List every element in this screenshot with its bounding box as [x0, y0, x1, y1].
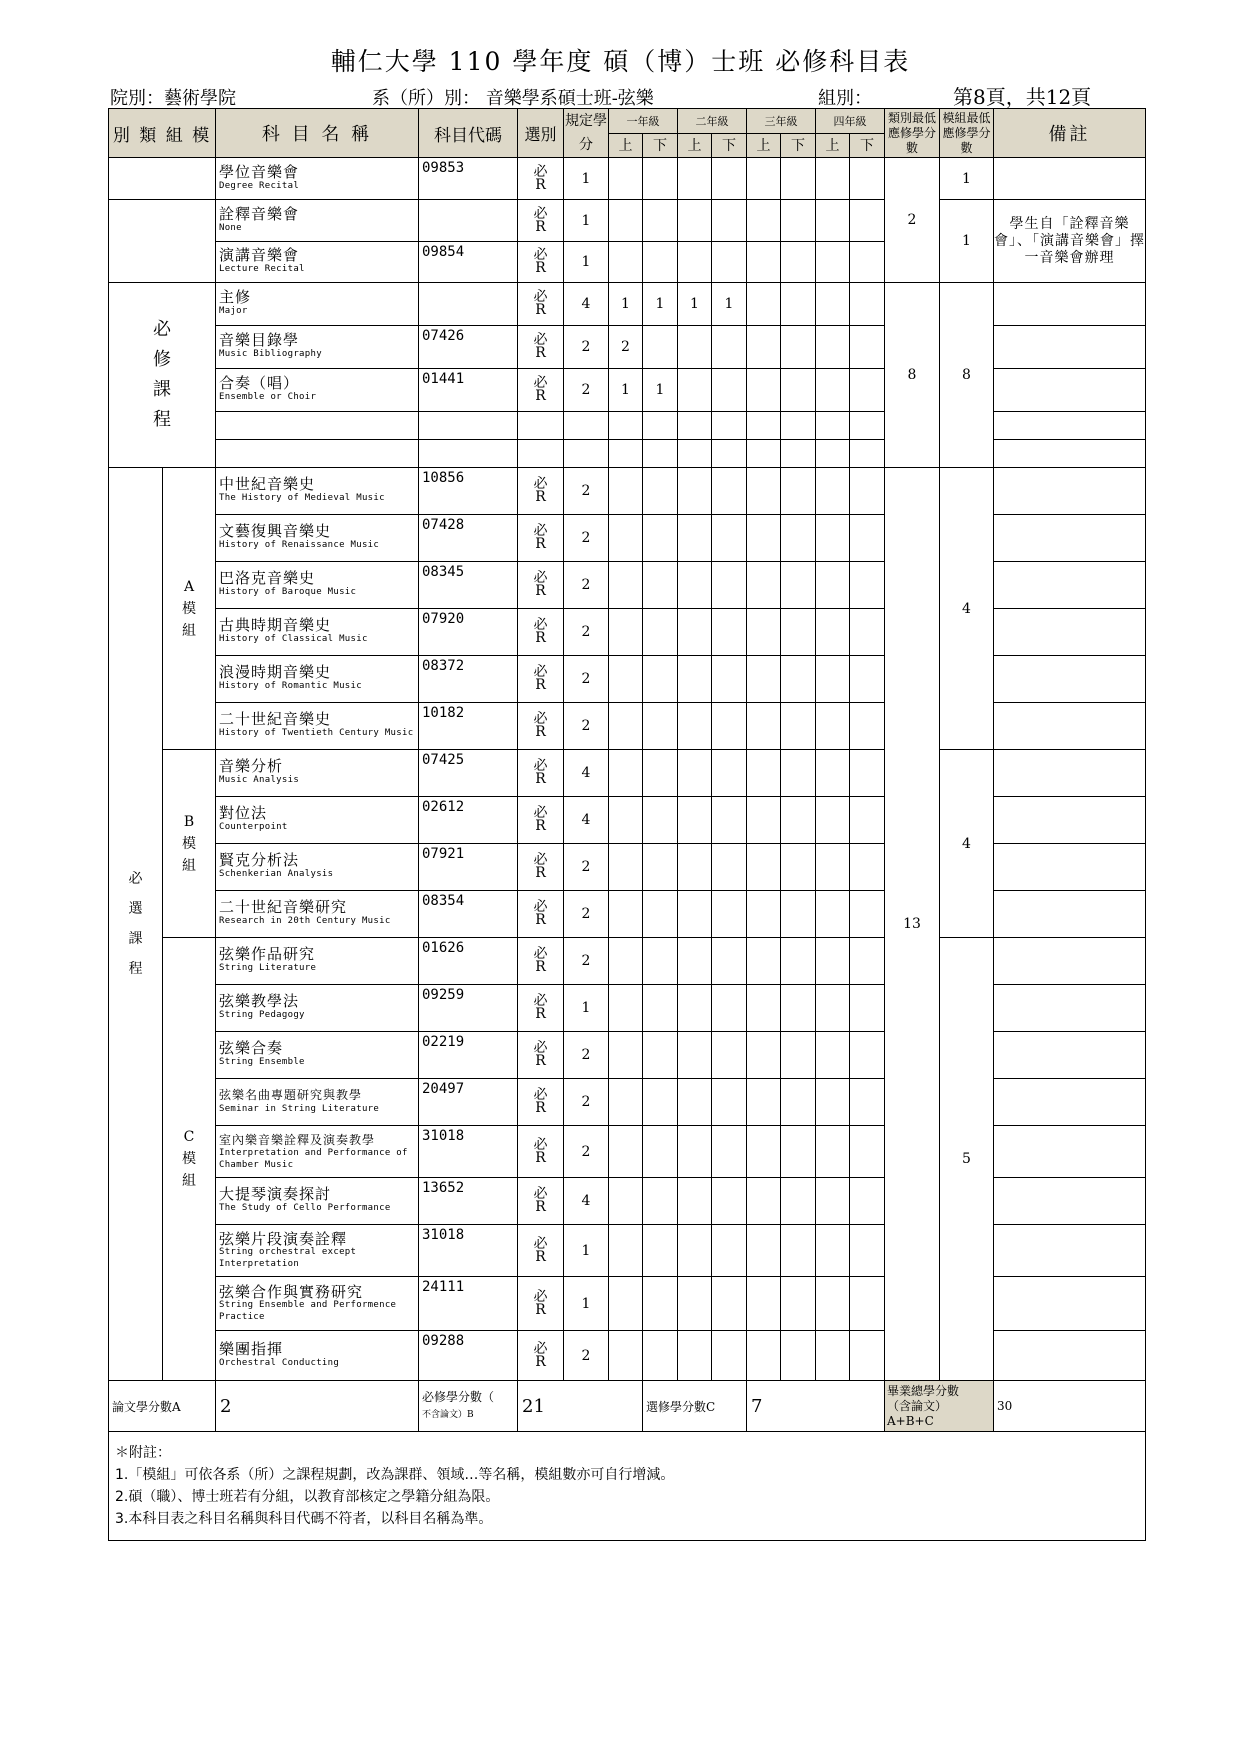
table-row: 必修課程 主修 Major 必 R 4 1 1 1 1 8 8 [109, 283, 1146, 326]
note-1: 1.「模組」可依各系（所）之課程規劃，改為課群、領域…等名稱，模組數亦可自行增減。 [115, 1467, 675, 1483]
course-code: 09288 [419, 1331, 518, 1381]
note-2: 2.碩（職）、博士班若有分組，以教育部核定之學籍分組為限。 [115, 1489, 500, 1505]
course-name: 學位音樂會 Degree Recital [216, 158, 419, 200]
notes [109, 1432, 1146, 1541]
course-name: 弦樂合作與實務研究 String Ensemble and Performence Practice [216, 1277, 419, 1331]
course-type: 必 R [518, 1126, 564, 1178]
course-name: 詮釋音樂會 None [216, 200, 419, 242]
course-credits: 2 [564, 515, 609, 562]
department-label: 系（所）別： 音樂學系碩士班-弦樂 [372, 88, 654, 109]
category-min-value: 8 [885, 283, 940, 468]
course-name: 文藝復興音樂史 History of Renaissance Music [216, 515, 419, 562]
course-name: 室內樂音樂詮釋及演奏教學 Interpretation and Performance of Chamber Music [216, 1126, 419, 1178]
course-type: 必 R [518, 1178, 564, 1225]
course-credits: 2 [564, 891, 609, 938]
course-credits: 2 [564, 562, 609, 609]
course-type: 必 R [518, 656, 564, 703]
course-credits: 2 [564, 656, 609, 703]
table-row [109, 200, 1146, 242]
course-code: 01441 [419, 369, 518, 412]
header-year3: 三年級 [747, 109, 816, 134]
course-credits: 2 [564, 1331, 609, 1381]
course-type: 必 R [518, 242, 564, 283]
header-y4-upper: 上 [816, 133, 850, 158]
course-code: 07921 [419, 844, 518, 891]
course-code: 07426 [419, 326, 518, 369]
course-credits: 2 [564, 938, 609, 985]
course-credits: 4 [564, 750, 609, 797]
header-module-min: 模組最低應修學分數 [940, 109, 994, 158]
course-code: 10856 [419, 468, 518, 515]
module-min-value: 1 [940, 200, 994, 283]
course-type: 必 R [518, 938, 564, 985]
course-code: 13652 [419, 1178, 518, 1225]
course-code: 09259 [419, 985, 518, 1032]
module-min-value: 1 [940, 158, 994, 200]
course-credits: 1 [564, 158, 609, 200]
course-type: 必 R [518, 562, 564, 609]
header-credits: 規定學分 [564, 109, 609, 158]
page-title: 輔仁大學 110 學年度 碩（博）士班 必修科目表 [330, 47, 911, 76]
course-code: 02612 [419, 797, 518, 844]
course-name: 巴洛克音樂史 History of Baroque Music [216, 562, 419, 609]
header-selection: 選別 [518, 109, 564, 158]
category-required: 必修課程 [109, 283, 216, 468]
table-header [109, 109, 1146, 134]
header-code: 科目代碼 [419, 109, 518, 158]
course-type: 必 R [518, 844, 564, 891]
course-code: 08345 [419, 562, 518, 609]
elective-credits-label: 選修學分數C [643, 1381, 747, 1432]
category-elective: 必選課程 [109, 468, 163, 1381]
course-type: 必 R [518, 1277, 564, 1331]
table-row [109, 938, 1146, 985]
course-code: 07428 [419, 515, 518, 562]
course-code: 31018 [419, 1225, 518, 1277]
course-name: 樂團指揮 Orchestral Conducting [216, 1331, 419, 1381]
course-type: 必 R [518, 468, 564, 515]
course-name: 演講音樂會 Lecture Recital [216, 242, 419, 283]
graduation-credits-label: 畢業總學分數 （含論文） A+B+C [885, 1381, 994, 1432]
course-name: 中世紀音樂史 The History of Medieval Music [216, 468, 419, 515]
thesis-credits-label: 論文學分數A [109, 1381, 216, 1432]
course-type: 必 R [518, 1079, 564, 1126]
course-credits: 2 [564, 609, 609, 656]
course-type: 必 R [518, 283, 564, 326]
course-credits: 2 [564, 326, 609, 369]
course-code [419, 200, 518, 242]
course-type: 必 R [518, 703, 564, 750]
required-credits-value: 21 [518, 1381, 643, 1432]
course-code: 08372 [419, 656, 518, 703]
graduation-credits-value: 30 [994, 1381, 1146, 1432]
course-code: 20497 [419, 1079, 518, 1126]
course-code: 08354 [419, 891, 518, 938]
course-code: 09853 [419, 158, 518, 200]
course-name: 主修 Major [216, 283, 419, 326]
table-row [109, 158, 1146, 200]
course-name: 賢克分析法 Schenkerian Analysis [216, 844, 419, 891]
course-type: 必 R [518, 750, 564, 797]
course-type: 必 R [518, 1225, 564, 1277]
table-row [109, 468, 1146, 515]
course-credits: 2 [564, 1079, 609, 1126]
course-code: 09854 [419, 242, 518, 283]
note-3: 3.本科目表之科目名稱與科目代碼不符者，以科目名稱為準。 [115, 1511, 493, 1527]
course-code: 02219 [419, 1032, 518, 1079]
course-credits: 2 [564, 844, 609, 891]
header-category-min: 類別最低應修學分數 [885, 109, 940, 158]
course-code [419, 283, 518, 326]
course-name: 合奏（唱） Ensemble or Choir [216, 369, 419, 412]
header-year4: 四年級 [816, 109, 885, 134]
course-credits: 2 [564, 1032, 609, 1079]
course-credits: 2 [564, 703, 609, 750]
course-credits: 1 [564, 1225, 609, 1277]
notes-row [109, 1432, 1146, 1541]
course-credits: 1 [564, 200, 609, 242]
header-course-name: 科 目 名 稱 [216, 109, 419, 158]
course-credits: 1 [564, 985, 609, 1032]
course-code: 01626 [419, 938, 518, 985]
course-type: 必 R [518, 985, 564, 1032]
header-y1-lower: 下 [643, 133, 678, 158]
course-code: 07425 [419, 750, 518, 797]
course-credits: 4 [564, 797, 609, 844]
header-year1: 一年級 [609, 109, 678, 134]
header-year2: 二年級 [678, 109, 747, 134]
course-type: 必 R [518, 369, 564, 412]
course-code: 31018 [419, 1126, 518, 1178]
course-name: 二十世紀音樂史 History of Twentieth Century Music [216, 703, 419, 750]
module-min-value: 8 [940, 283, 994, 468]
course-name: 弦樂教學法 String Pedagogy [216, 985, 419, 1032]
course-name: 古典時期音樂史 History of Classical Music [216, 609, 419, 656]
course-type: 必 R [518, 797, 564, 844]
required-credits-label: 必修學分數（ 不含論文）B [419, 1381, 518, 1432]
course-name: 浪漫時期音樂史 History of Romantic Music [216, 656, 419, 703]
course-type: 必 R [518, 200, 564, 242]
course-credits: 1 [564, 242, 609, 283]
course-type: 必 R [518, 1032, 564, 1079]
college-label: 院別：藝術學院 [110, 88, 236, 109]
remark-text: 學生自「詮釋音樂會」、「演講音樂會」擇一音樂會辦理 [994, 200, 1146, 283]
course-name: 弦樂名曲專題研究與教學 Seminar in String Literature [216, 1079, 419, 1126]
header-y2-upper: 上 [678, 133, 712, 158]
module-min-value: 4 [940, 468, 994, 750]
module-c: C模組 [163, 938, 216, 1381]
course-code: 24111 [419, 1277, 518, 1331]
module-a: A模組 [163, 468, 216, 750]
header-y4-lower: 下 [850, 133, 885, 158]
category-min-value: 2 [885, 158, 940, 283]
summary-row [109, 1381, 1146, 1432]
course-credits: 4 [564, 283, 609, 326]
course-type: 必 R [518, 158, 564, 200]
course-credits: 2 [564, 1126, 609, 1178]
course-table [108, 108, 1146, 1541]
course-credits: 2 [564, 369, 609, 412]
course-credits: 4 [564, 1178, 609, 1225]
thesis-credits-value: 2 [216, 1381, 419, 1432]
table-row [109, 750, 1146, 797]
course-type: 必 R [518, 515, 564, 562]
header-y1-upper: 上 [609, 133, 643, 158]
header-remarks: 備註 [994, 109, 1146, 158]
course-type: 必 R [518, 891, 564, 938]
course-type: 必 R [518, 1331, 564, 1381]
form-meta [110, 84, 1150, 108]
table-row: 合奏（唱） Ensemble or Choir 01441 必 R 2 1 1 [109, 369, 1146, 412]
course-name: 二十世紀音樂研究 Research in 20th Century Music [216, 891, 419, 938]
course-credits: 1 [564, 1277, 609, 1331]
course-code: 10182 [419, 703, 518, 750]
elective-credits-value: 7 [747, 1381, 885, 1432]
notes-heading: ＊附註： [115, 1445, 171, 1461]
course-name: 弦樂片段演奏詮釋 String orchestral except Interpretation [216, 1225, 419, 1277]
category-min-value: 13 [885, 468, 940, 1381]
course-type: 必 R [518, 609, 564, 656]
course-code: 07920 [419, 609, 518, 656]
module-min-value: 4 [940, 750, 994, 938]
course-credits: 2 [564, 468, 609, 515]
course-type: 必 R [518, 326, 564, 369]
header-y2-lower: 下 [712, 133, 747, 158]
header-y3-lower: 下 [781, 133, 816, 158]
table-row: 音樂目錄學 Music Bibliography 07426 必 R 2 2 [109, 326, 1146, 369]
header-y3-upper: 上 [747, 133, 781, 158]
course-name: 音樂目錄學 Music Bibliography [216, 326, 419, 369]
group-label: 組別： [818, 88, 872, 109]
module-b: B模組 [163, 750, 216, 938]
course-name: 弦樂作品研究 String Literature [216, 938, 419, 985]
header-module-category: 別 類 組 模 [109, 109, 216, 158]
course-name: 音樂分析 Music Analysis [216, 750, 419, 797]
course-name: 大提琴演奏探討 The Study of Cello Performance [216, 1178, 419, 1225]
page-number: 第8頁，共12頁 [953, 85, 1092, 109]
course-name: 對位法 Counterpoint [216, 797, 419, 844]
course-name: 弦樂合奏 String Ensemble [216, 1032, 419, 1079]
module-min-value: 5 [940, 938, 994, 1381]
